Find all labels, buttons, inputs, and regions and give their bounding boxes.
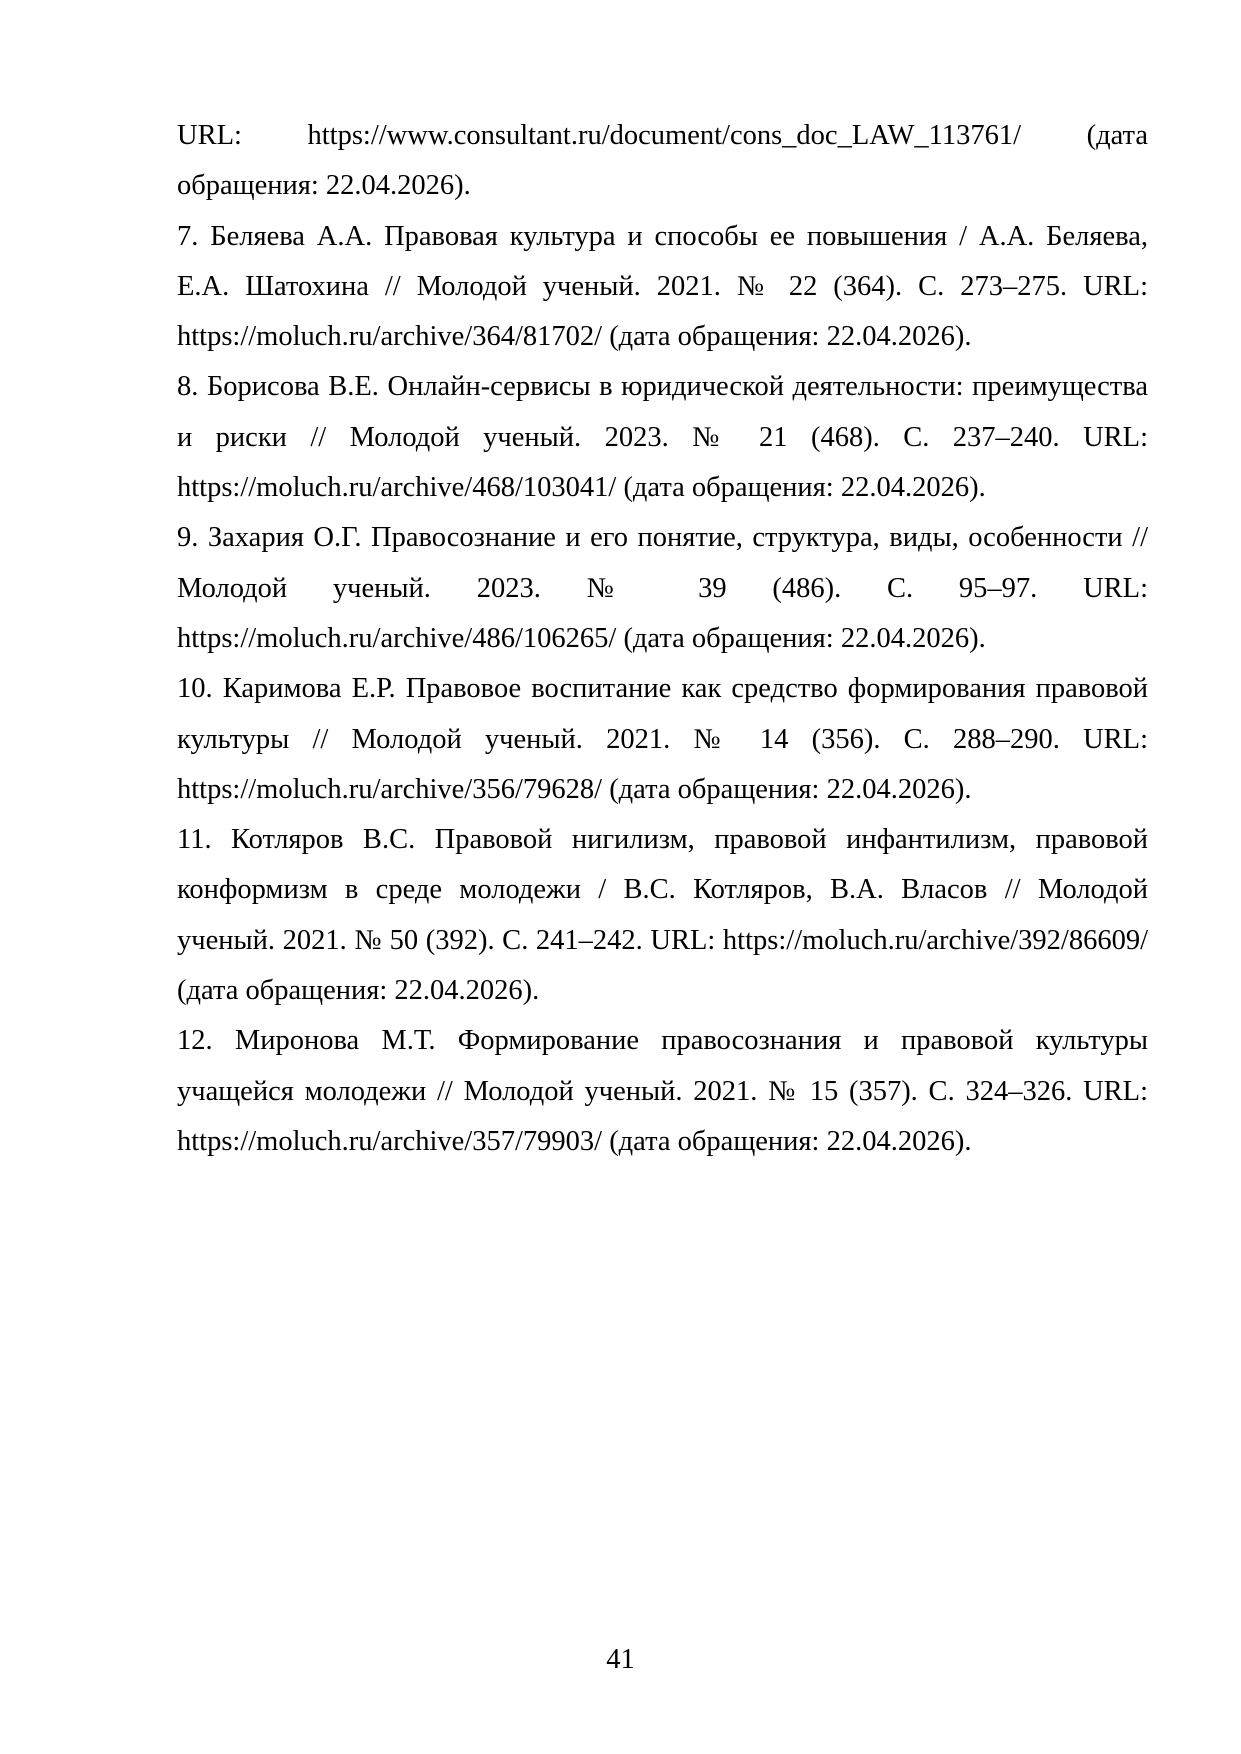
reference-list [177, 111, 1148, 1167]
reference-entry: 9. Захария О.Г. Правосознание и его понятие, структура, виды, особенности // Молодой ученый. 2023. № 39 (486). С. 95–97. URL: https://moluch.ru/archive/486/106265/ (дата обращения: 22.04.2026). [177, 522, 1148, 654]
page-number: 41 [606, 1644, 635, 1675]
reference-entry: 12. Миронова М.Т. Формирование правосознания и правовой культуры учащейся молодежи // Молодой ученый. 2021. № 15 (357). С. 324–326. URL: https://moluch.ru/archive/357/79903/ (дата обращения: 22.04.2026). [177, 1025, 1148, 1157]
reference-entry: 8. Борисова В.Е. Онлайн-сервисы в юридической деятельности: преимущества и риски // Молодой ученый. 2023. № 21 (468). С. 237–240. URL: https://moluch.ru/archive/468/103041/ (дата обращения: 22.04.2026). [177, 371, 1148, 504]
reference-entry: URL: https://www.consultant.ru/document/cons_doc_LAW_113761/ (дата обращения: 22.04.2026). [177, 120, 1148, 202]
reference-entry: 11. Котляров В.С. Правовой нигилизм, правовой инфантилизм, правовой конформизм в среде молодежи / В.С. Котляров, В.А. Власов // Молодой ученый. 2021. № 50 (392). С. 241–242. URL: https://moluch.ru/archive/392/86609/ (дата обращения: 22.04.2026). [177, 824, 1148, 1007]
reference-entry: 10. Каримова Е.Р. Правовое воспитание как средство формирования правовой культуры // Молодой ученый. 2021. № 14 (356). С. 288–290. URL: https://moluch.ru/archive/356/79628/ (дата обращения: 22.04.2026). [177, 673, 1148, 805]
reference-entry: 7. Беляева А.А. Правовая культура и способы ее повышения / А.А. Беляева, Е.А. Шатохина // Молодой ученый. 2021. № 22 (364). С. 273–275. URL: https://moluch.ru/archive/364/81702/ (дата обращения: 22.04.2026). [177, 220, 1148, 353]
